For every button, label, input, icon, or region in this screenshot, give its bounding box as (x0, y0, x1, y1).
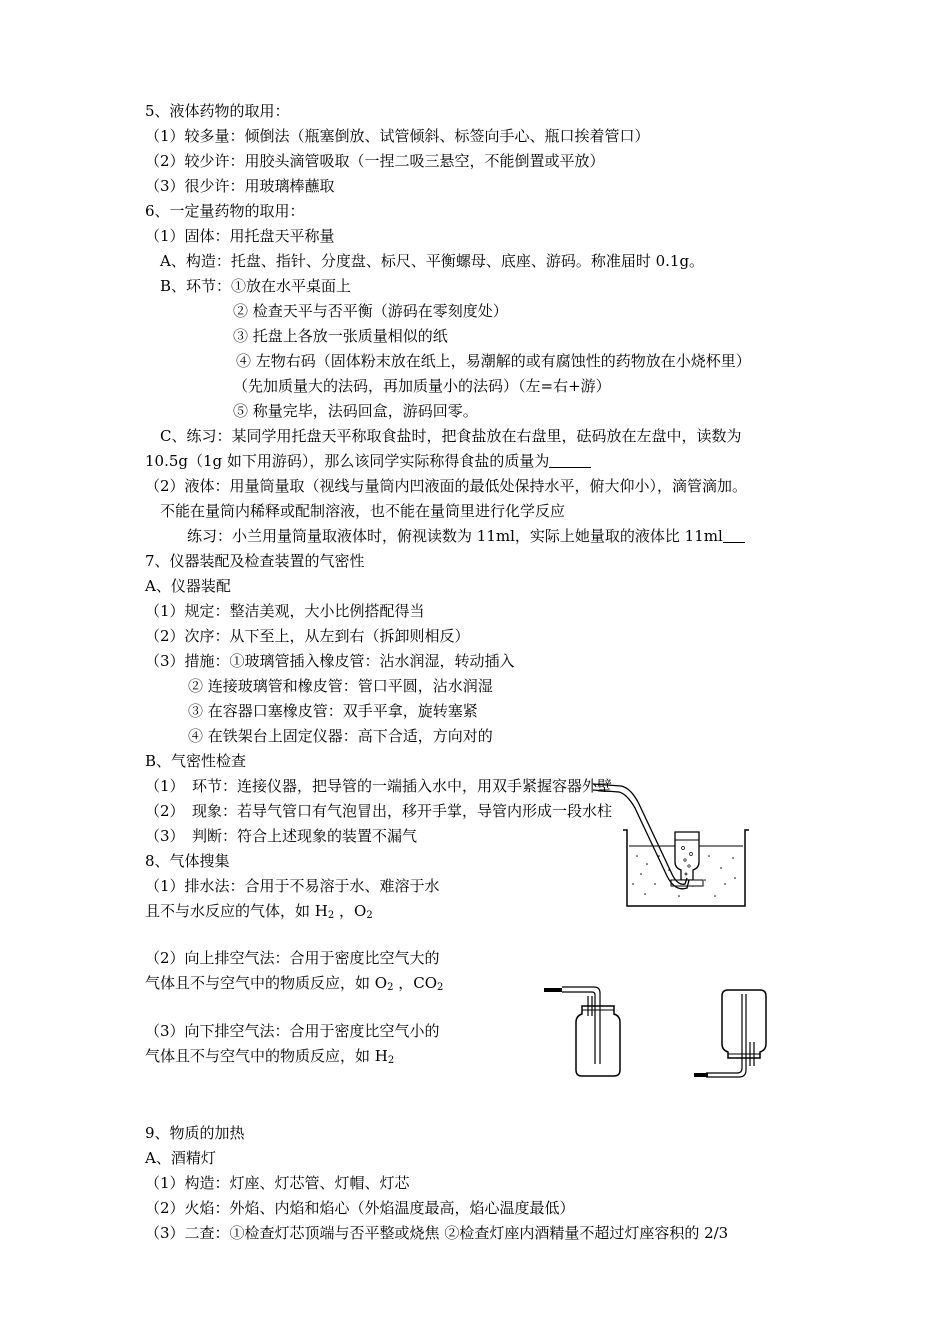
text-line: ③ 托盘上各放一张质量相似的纸 (233, 327, 448, 345)
text-line: ⑤ 称量完毕，法码回盒，游码回零。 (233, 402, 478, 420)
text-segment: 且不与水反应的气体，如 H (145, 902, 328, 920)
text-line-with-blank (145, 451, 591, 471)
text-segment: 练习：小兰用量筒量取液体时，俯视读数为 11ml，实际上她量取的液体比 11ml (187, 527, 723, 545)
text-line: （2）火焰：外焰、内焰和焰心（外焰温度最高，焰心温度最低） (145, 1199, 575, 1217)
text-segment: 气体且不与空气中的物质反应，如 O (145, 974, 388, 992)
text-line: （1）构造：灯座、灯芯管、灯帽、灯芯 (145, 1174, 410, 1192)
text-line: （3） 判断：符合上述现象的装置不漏气 (145, 827, 418, 845)
subscript: 2 (387, 1055, 395, 1066)
text-line: （1）固体：用托盘天平称量 (145, 227, 335, 245)
text-segment: 10.5g（1g 如下用游码），那么该同学实际称得食盐的质量为 (145, 452, 550, 470)
text-line-chem (145, 973, 443, 993)
section-6-heading: 6、一定量药物的取用： (145, 202, 305, 220)
text-line: B、环节：①放在水平桌面上 (160, 277, 352, 295)
text-line: （2）液体：用量筒量取（视线与量筒内凹液面的最低处保持水平，俯大仰小），滴管滴加。 (145, 477, 748, 495)
text-segment: 气体且不与空气中的物质反应，如 H (145, 1047, 388, 1065)
subscript: 2 (366, 910, 373, 921)
text-line: ④ 左物右码（固体粉末放在纸上，易潮解的或有腐蚀性的药物放在小烧杯里） (236, 352, 751, 370)
text-line: C、练习：某同学用托盘天平称取食盐时，把食盐放在右盘里，砝码放在左盘中，读数为 (160, 427, 742, 445)
text-line: （3）向下排空气法：合用于密度比空气小的 (145, 1022, 440, 1040)
section-9-heading: 9、物质的加热 (145, 1124, 245, 1142)
separator: ， (339, 902, 355, 920)
text-line: ② 检查天平与否平衡（游码在零刻度处） (233, 302, 508, 320)
text-line: （1） 环节：连接仪器，把导管的一端插入水中，用双手紧握容器外壁 (145, 777, 613, 795)
text-line: A、仪器装配 (145, 577, 231, 595)
text-line: A、构造：托盘、指针、分度盘、标尺、平衡螺母、底座、游码。称准届时 0.1g。 (160, 252, 705, 270)
carbon-dioxide-symbol: CO (413, 974, 438, 992)
text-line: 不能在量筒内稀释或配制溶液，也不能在量筒里进行化学反应 (160, 502, 566, 520)
text-line: （3）措施：①玻璃管插入橡皮管：沾水润湿，转动插入 (145, 652, 515, 670)
text-line: ④ 在铁架台上固定仪器：高下合适，方向对的 (188, 727, 493, 745)
text-line: （2）较少许：用胶头滴管吸取（一捏二吸三悬空，不能倒置或平放） (145, 152, 605, 170)
section-8-heading: 8、气体搜集 (145, 852, 230, 870)
text-line: （1）排水法：合用于不易溶于水、难溶于水 (145, 877, 440, 895)
answer-blank (549, 453, 591, 468)
text-line: （3）很少许：用玻璃棒蘸取 (145, 177, 335, 195)
downward-air-displacement-figure (692, 982, 772, 1082)
section-5-heading: 5、液体药物的取用： (145, 102, 290, 120)
text-line: （1）较多量：倾倒法（瓶塞倒放、试管倾斜、标签向手心、瓶口挨着管口） (145, 127, 650, 145)
oxygen-symbol: O (354, 902, 367, 920)
text-line: （1）规定：整洁美观，大小比例搭配得当 (145, 602, 425, 620)
subscript: 2 (437, 982, 444, 993)
text-line: （2）次序：从下至上，从左到右（拆卸则相反） (145, 627, 470, 645)
text-line-chem (145, 1046, 394, 1066)
text-line: ② 连接玻璃管和橡皮管：管口平圆，沾水润湿 (188, 677, 493, 695)
text-line-with-blank (187, 526, 745, 546)
text-line: （先加质量大的法码，再加质量小的法码）（左=右+游） (233, 377, 611, 395)
text-line: B、气密性检查 (145, 752, 247, 770)
text-line: ③ 在容器口塞橡皮管：双手平拿，旋转塞紧 (188, 702, 478, 720)
text-line: （2）向上排空气法：合用于密度比空气大的 (145, 949, 440, 967)
separator: ， (398, 974, 414, 992)
text-line: A、酒精灯 (145, 1149, 216, 1167)
answer-blank (723, 528, 745, 543)
water-displacement-apparatus-figure (585, 760, 755, 915)
subscript: 2 (387, 982, 394, 993)
subscript: 2 (327, 910, 335, 921)
section-7-heading: 7、仪器装配及检查装置的气密性 (145, 552, 365, 570)
text-line-chem (145, 901, 373, 921)
upward-air-displacement-figure (540, 980, 625, 1080)
text-line: （3）二查：①检查灯芯顶端与否平整或烧焦 ②检查灯座内酒精量不超过灯座容积的 2/3 (145, 1224, 729, 1242)
text-line: （2） 现象：若导气管口有气泡冒出，移开手掌，导管内形成一段水柱 (145, 802, 613, 820)
